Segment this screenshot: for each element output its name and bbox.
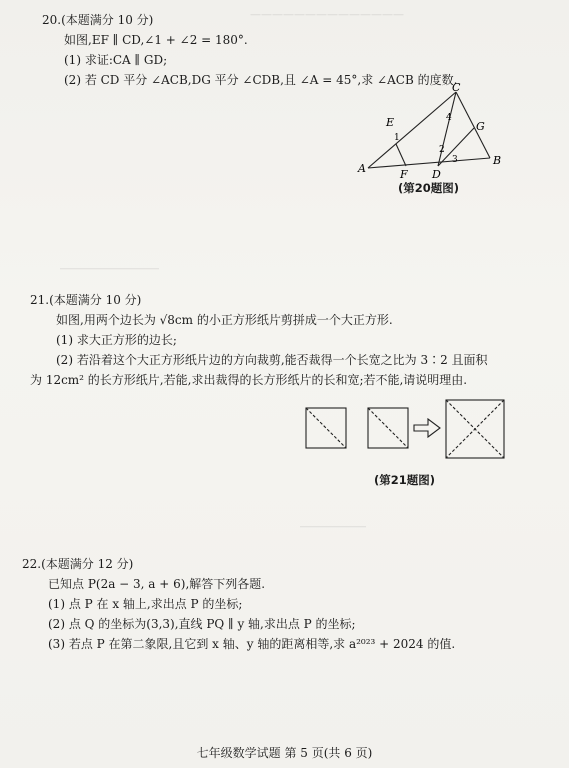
figure-21-diagram <box>300 398 510 466</box>
label-C: C <box>452 81 461 94</box>
question-21-stem: 如图,用两个边长为 √8cm 的小正方形纸片剪拼成一个大正方形. <box>56 313 393 327</box>
angle-1: 1 <box>394 133 400 143</box>
label-D: D <box>432 168 441 180</box>
question-number: 21. <box>30 293 50 307</box>
question-points: (本题满分 10 分) <box>61 13 154 27</box>
question-21-part2-cont: 为 12cm² 的长方形纸片,若能,求出裁得的长方形纸片的长和宽;若不能,请说明理由. <box>30 373 468 387</box>
question-20-part2: (2) 若 CD 平分 ∠ACB,DG 平分 ∠CDB,且 ∠A = 45°,求 ∠ACB 的度数. <box>64 73 458 87</box>
label-G: G <box>476 120 485 133</box>
question-number: 22. <box>22 557 42 571</box>
label-B: B <box>493 154 502 167</box>
question-20-stem: 如图,EF ∥ CD,∠1 + ∠2 = 180°. <box>64 33 248 47</box>
angle-2: 2 <box>439 145 445 155</box>
question-22 <box>22 554 455 654</box>
figure-21-caption: (第21题图) <box>374 473 436 487</box>
question-points: (本题满分 12 分) <box>41 557 134 571</box>
label-F: F <box>400 168 408 180</box>
question-21 <box>30 290 488 390</box>
question-points: (本题满分 10 分) <box>49 293 142 307</box>
bleed-through: ――――――――― <box>60 262 159 275</box>
question-22-part2: (2) 点 Q 的坐标为(3,3),直线 PQ ∥ y 轴,求出点 P 的坐标; <box>48 617 356 631</box>
question-22-part3: (3) 若点 P 在第二象限,且它到 x 轴、y 轴的距离相等,求 a²⁰²³ + 2024 的值. <box>48 637 456 651</box>
figure-20-diagram <box>356 80 506 180</box>
question-21-part2: (2) 若沿着这个大正方形纸片边的方向裁剪,能否裁得一个长宽之比为 3∶2 且面积 <box>56 353 488 367</box>
bleed-through: ―――――― <box>300 520 366 533</box>
question-21-part1: (1) 求大正方形的边长; <box>56 333 177 347</box>
figure-20-caption: (第20题图) <box>398 181 460 195</box>
question-20-header <box>42 10 457 30</box>
question-22-part1: (1) 点 P 在 x 轴上,求出点 P 的坐标; <box>48 597 243 611</box>
question-22-header <box>22 554 455 574</box>
label-A: A <box>358 162 366 175</box>
page-footer: 七年级数学试题 第 5 页(共 6 页) <box>196 746 373 760</box>
bleed-through: —————————————— <box>250 8 404 21</box>
question-21-header <box>30 290 488 310</box>
question-22-stem: 已知点 P(2a − 3, a + 6),解答下列各题. <box>48 577 266 591</box>
angle-3: 3 <box>452 155 458 165</box>
question-20-part1: (1) 求证:CA ∥ GD; <box>64 53 168 67</box>
question-number: 20. <box>42 13 62 27</box>
question-20 <box>42 10 457 90</box>
angle-4: 4 <box>446 113 452 123</box>
label-E: E <box>386 116 395 129</box>
